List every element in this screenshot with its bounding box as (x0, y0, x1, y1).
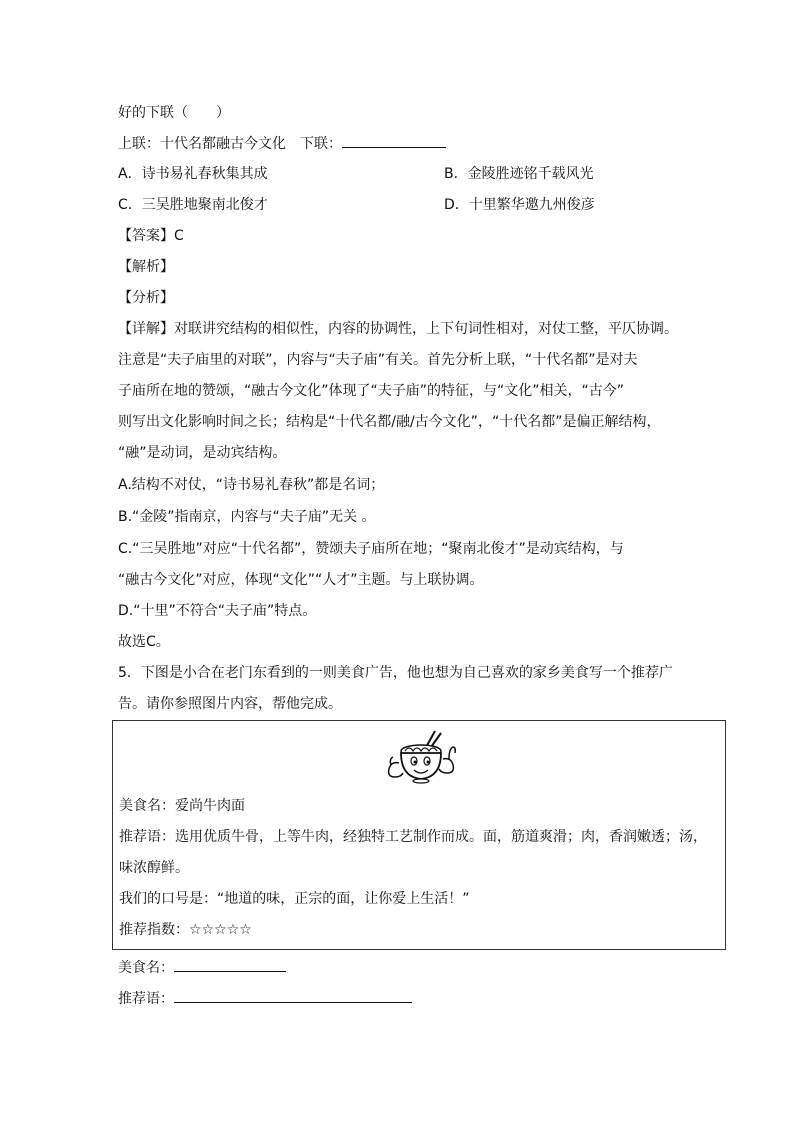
option-b: B．金陵胜迹铭千载风光 (444, 166, 594, 182)
detail-line: “融”是动词，是动宾结构。 (118, 445, 287, 461)
couplet-answer-blank[interactable] (342, 133, 446, 148)
ad-box (112, 720, 726, 950)
detail-line: B.“金陵”指南京，内容与“夫子庙”无关 。 (118, 509, 376, 525)
detail-line: 则写出文化影响时间之长；结构是“十代名都/融/古今文化”，“十代名都”是偏正解结构， (118, 414, 661, 430)
detail-line: 【详解】对联讲究结构的相似性，内容的协调性，上下句词性相对，对仗工整，平仄协调。 (118, 321, 678, 337)
detail-line: 注意是“夫子庙里的对联”，内容与“夫子庙”有关。首先分析上联，“十代名都”是对夫 (118, 352, 638, 368)
detail-line: A.结构不对仗，“诗书易礼春秋”都是名词； (118, 477, 385, 493)
detail-line: D.“十里”不符合“夫子庙”特点。 (118, 603, 317, 619)
fill-food-name-label: 美食名： (118, 960, 174, 976)
fill-slogan (118, 988, 412, 1009)
question-stem-tail: 好的下联（ ） (118, 105, 230, 121)
question-5-stem: 5．下图是小合在老门东看到的一则美食广告，他也想为自己喜欢的家乡美食写一个推荐广 (118, 665, 673, 681)
analysis-heading: 【解析】 (118, 259, 174, 275)
option-c: C．三吴胜地聚南北俊才 (118, 197, 268, 213)
slogan-blank[interactable] (174, 988, 412, 1003)
fill-food-name (118, 957, 286, 978)
detail-line: “融古今文化”对应，体现“文化”“人才”主题。与上联协调。 (118, 572, 484, 588)
option-d: D．十里繁华邀九州俊彦 (444, 197, 595, 213)
couplet-prompt-text: 上联：十代名都融古今文化 下联： (118, 136, 342, 152)
ad-rating: 推荐指数：☆☆☆☆☆ (119, 922, 252, 938)
noodle-bowl-mascot-icon (381, 729, 461, 785)
fill-slogan-label: 推荐语： (118, 991, 174, 1007)
question-5-stem: 告。请你参照图片内容，帮他完成。 (118, 696, 342, 712)
ad-motto: 我们的口号是：“地道的味，正宗的面，让你爱上生活！” (119, 891, 470, 907)
ad-description: 味浓醇鲜。 (119, 860, 189, 876)
option-a: A．诗书易礼春秋集其成 (118, 166, 268, 182)
food-name-blank[interactable] (174, 957, 286, 972)
detail-line: 故选C。 (118, 634, 170, 650)
detail-line: 子庙所在地的赞颂，“融古今文化”体现了“夫子庙”的特征，与“文化”相关，“古今” (118, 383, 625, 399)
analysis-subheading: 【分析】 (118, 290, 174, 306)
detail-line: C.“三吴胜地”对应“十代名都”，赞颂夫子庙所在地；“聚南北俊才”是动宾结构，与 (118, 541, 624, 557)
answer-label: 【答案】C (118, 228, 184, 244)
couplet-prompt (118, 133, 446, 154)
ad-food-name: 美食名：爱尚牛肉面 (119, 798, 245, 814)
ad-description: 推荐语：选用优质牛骨，上等牛肉，经独特工艺制作而成。面，筋道爽滑；肉，香润嫩透；汤， (119, 829, 707, 845)
